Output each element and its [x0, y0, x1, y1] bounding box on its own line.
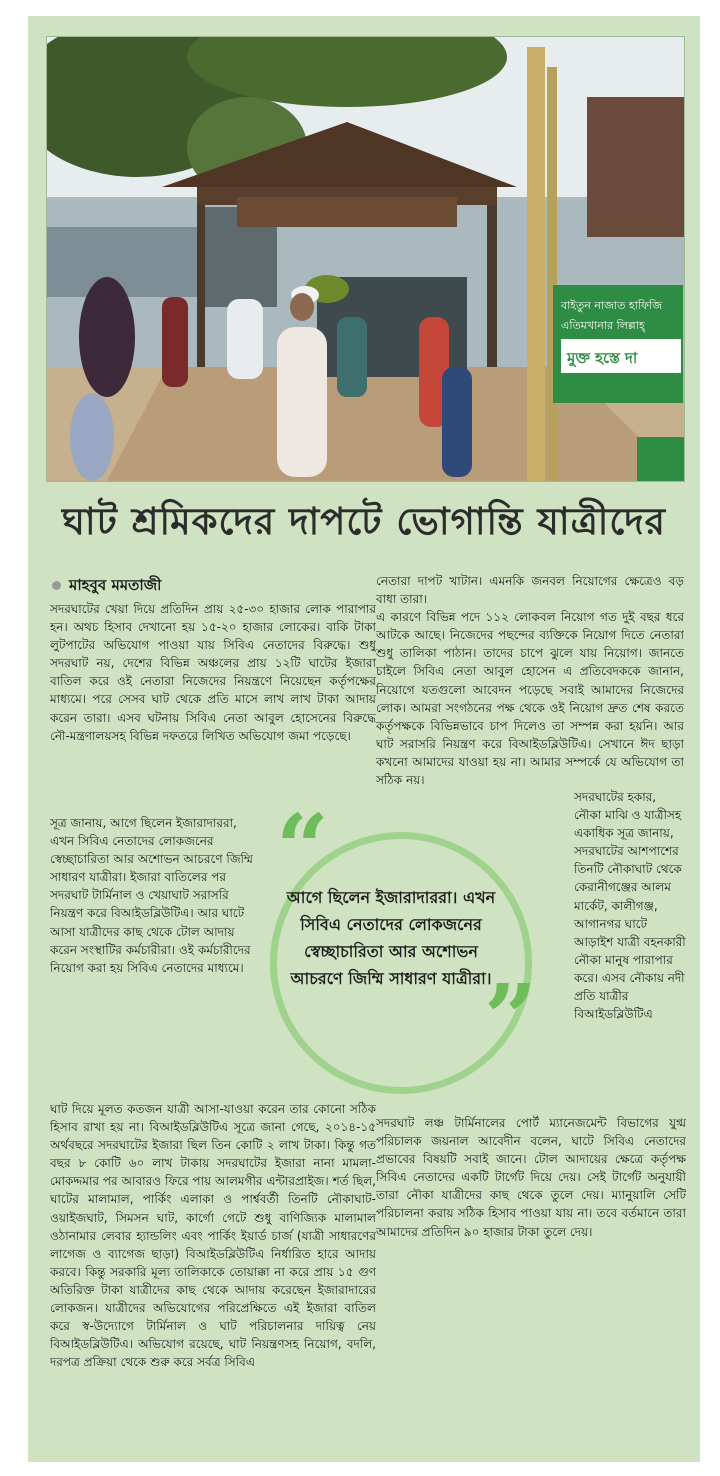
author-name: মাহবুব মমতাজী — [69, 576, 162, 594]
sign-line-1: বাইতুন নাজাত হাফিজি — [561, 299, 663, 312]
article-photo — [46, 36, 685, 482]
body-sentence: নেতারা দাপট খাটান। এমনকি জনবল নিয়োগের ক্ষেত্রেও বড় বাধা তারা। — [376, 574, 684, 607]
article-card — [28, 16, 700, 1462]
body-paragraph: সূত্র জানায়, আগে ছিলেন ইজারাদাররা, এখন সিবিএ নেতাদের লোকজনের স্বেচ্ছাচারিতা আর অশোভন আচরণে জিম্মি সাধারণ যাত্রীরা। ইজারা বাতিলের পর সদরঘাট টার্মিনাল ও খেয়াঘাট সরাসরি নিয়ন্ত্রণ করে বিআইডব্লিউটিএ। আর ঘাটে আসা যাত্রীদের কাছ থেকে টোল আদায় করেন সংস্থাটির কর্মচারীরা। ওই কর্মচারীদের নিয়োগ করা হয় সিবিএ নেতাদের মাধ্যমে। — [50, 816, 253, 975]
close-quote-icon: ” — [484, 964, 537, 1072]
pull-quote — [262, 794, 568, 1084]
body-paragraph: সদরঘাটের খেয়া দিয়ে প্রতিদিন প্রায় ২৫-৩০ হাজার লোক পারাপার হন। অথচ হিসাব দেখানো হয় ১৫-২০ হাজার লোকের। বাকি টাকা লুটপাটের অভিযোগ পাওয়া যায় সিবিএ নেতাদের বিরুদ্ধে। শুধু সদরঘাট নয়, দেশের বিভিন্ন অঞ্চলের প্রায় ১২টি ঘাটের ইজারা বাতিল করে ওই নেতারা নিজেদের নিয়ন্ত্রণে নিয়েছেন কর্তৃপক্ষের মাধ্যমে। পরে সেসব ঘাট থেকে প্রতি মাসে লাখ লাখ টাকা আদায় করেন তারা। এসব ঘটনায় সিবিএ নেতা আবুল হোসেনের বিরুদ্ধে নৌ-মন্ত্রণালয়সহ বিভিন্ন দফতরে লিখিত অভিযোগ জমা পড়েছে। — [50, 602, 376, 743]
body-paragraph: ঘাট দিয়ে মূলত কতজন যাত্রী আসা-যাওয়া করেন তার কোনো সঠিক হিসাব রাখা হয় না। বিআইডব্লিউটিএ সূত্রে জানা গেছে, ২০১৪-১৫ অর্থবছরে সদরঘাটের ইজারা ছিল তিন কোটি ২ লাখ টাকা। কিন্তু গত বছর ৮ কোটি ৬০ লাখ টাকায় সদরঘাটের ইজারা নানা মামলা-মোকদ্দমার পর আবারও ফিরে পায় আলমগীর এন্টারপ্রাইজ। শর্ত ছিল, ঘাটের মালামাল, পার্কিং এলাকা ও পার্শ্ববর্তী তিনটি নৌকাঘাট-ওয়াইজঘাট, সিমসন ঘাট, কার্গো গেটে শুধু বাণিজ্যিক মালামাল ওঠানামার লেবার হ্যান্ডলিং এবং পার্কিং ইয়ার্ড চার্জ (যাত্রী সাধারণের লাগেজ ও ব্যাগেজ ছাড়া) বিআইডব্লিউটিএ নির্ধারিত হারে আদায় করবে। কিন্তু সরকারি মূল্য তালিকাকে তোয়াক্কা না করে প্রায় ১৫ গুণ অতিরিক্ত টাকা যাত্রীদের কাছ থেকে আদায় করেছেন ইজারাদারের লোকজন। যাত্রীদের অভিযোগের পরিপ্রেক্ষিতে এই ইজারা বাতিল করে স্ব-উদ্যোগে টার্মিনাল ও ঘাট পরিচালনার দায়িত্ব নেয় বিআইডব্লিউটিএ। অভিযোগ রয়েছে, ঘাট নিয়ন্ত্রণসহ নিয়োগ, বদলি, দরপত্র প্রক্রিয়া থেকে শুরু করে সর্বত্র সিবিএ — [50, 1102, 376, 1370]
body-paragraph: সদরঘাটের হকার, নৌকা মাঝি ও যাত্রীসহ একাধিক সূত্র জানায়, সদরঘাটের আশপাশের তিনটি নৌকাঘাট থেকে কেরানীগঞ্জের আলম মার্কেট, কালীগঞ্জ, আগানগর ঘাটে আড়াইশ যাত্রী বহনকারী নৌকা মানুষ পারাপার করে। এসব নৌকায় নদী প্রতি যাত্রীর বিআইডব্লিউটিএ — [574, 790, 686, 1022]
bullet-icon — [52, 581, 61, 590]
body-paragraph — [376, 572, 684, 788]
open-quote-icon: “ — [276, 794, 329, 902]
body-sentence: এ কারণে বিভিন্ন পদে ১১২ লোকবল নিয়োগ গত দুই বছর ধরে আটকে আছে। নিজেদের পছন্দের ব্যক্তিকে নিয়োগ দিতে নেতারা শুধু তালিকা পাঠান। তাদের চাপে ঝুলে যায় নিয়োগ। জানতে চাইলে সিবিএ নেতা আবুল হোসেন এ প্রতিবেদককে জানান, নিয়োগে যতগুলো আবেদন পড়েছে সবাই আমাদের নিজেদের লোক। আমরা সংগঠনের পক্ষ থেকে ওই নিয়োগ দ্রুত শেষ করতে কর্তৃপক্ষকে বিভিন্নভাবে চাপ দিলেও তা সম্পন্ন করা হয়নি। আর ঘাট সরাসরি নিয়ন্ত্রণ করে বিআইডব্লিউটিএ। সেখানে ঈদ ছাড়া কখনো আমাদের যাওয়া হয় না। আমার সম্পর্কে যে অভিযোগ তা সঠিক নয়। — [376, 610, 684, 788]
headline: ঘাট শ্রমিকদের দাপটে ভোগান্তি যাত্রীদের — [62, 500, 666, 543]
ghat-photo-illustration — [47, 37, 684, 481]
sign-line-3: মুক্ত হস্তে দা — [567, 349, 638, 367]
pull-quote-text: আগে ছিলেন ইজারাদাররা। এখন সিবিএ নেতাদের লোকজনের স্বেচ্ছাচারিতা আর অশোভন আচরণে জিম্মি সাধারণ যাত্রীরা। — [286, 888, 496, 988]
body-paragraph: সদরঘাট লঞ্চ টার্মিনালের পোর্ট ম্যানেজমেন্ট বিভাগের যুগ্ম পরিচালক জয়নাল আবেদীন বলেন, ঘাটে সিবিএ নেতাদের প্রভাবের বিষয়টি সবাই জানে। টোল আদায়ের ক্ষেত্রে কর্তৃপক্ষ সিবিএ নেতাদের একটি টার্গেট দিয়ে দেয়। সেই টার্গেট অনুযায়ী তারা নৌকা যাত্রীদের কাছ থেকে তুলে দেয়। ম্যানুয়ালি সেটি পরিচালনা করায় সঠিক হিসাব পাওয়া যায় না। তবে বর্তমানে তারা আমাদের প্রতিদিন ৯০ হাজার টাকা তুলে দেয়। — [376, 1116, 686, 1239]
sign-line-2: এতিমখানার লিল্লাহ্ — [561, 319, 645, 332]
byline — [52, 574, 161, 599]
